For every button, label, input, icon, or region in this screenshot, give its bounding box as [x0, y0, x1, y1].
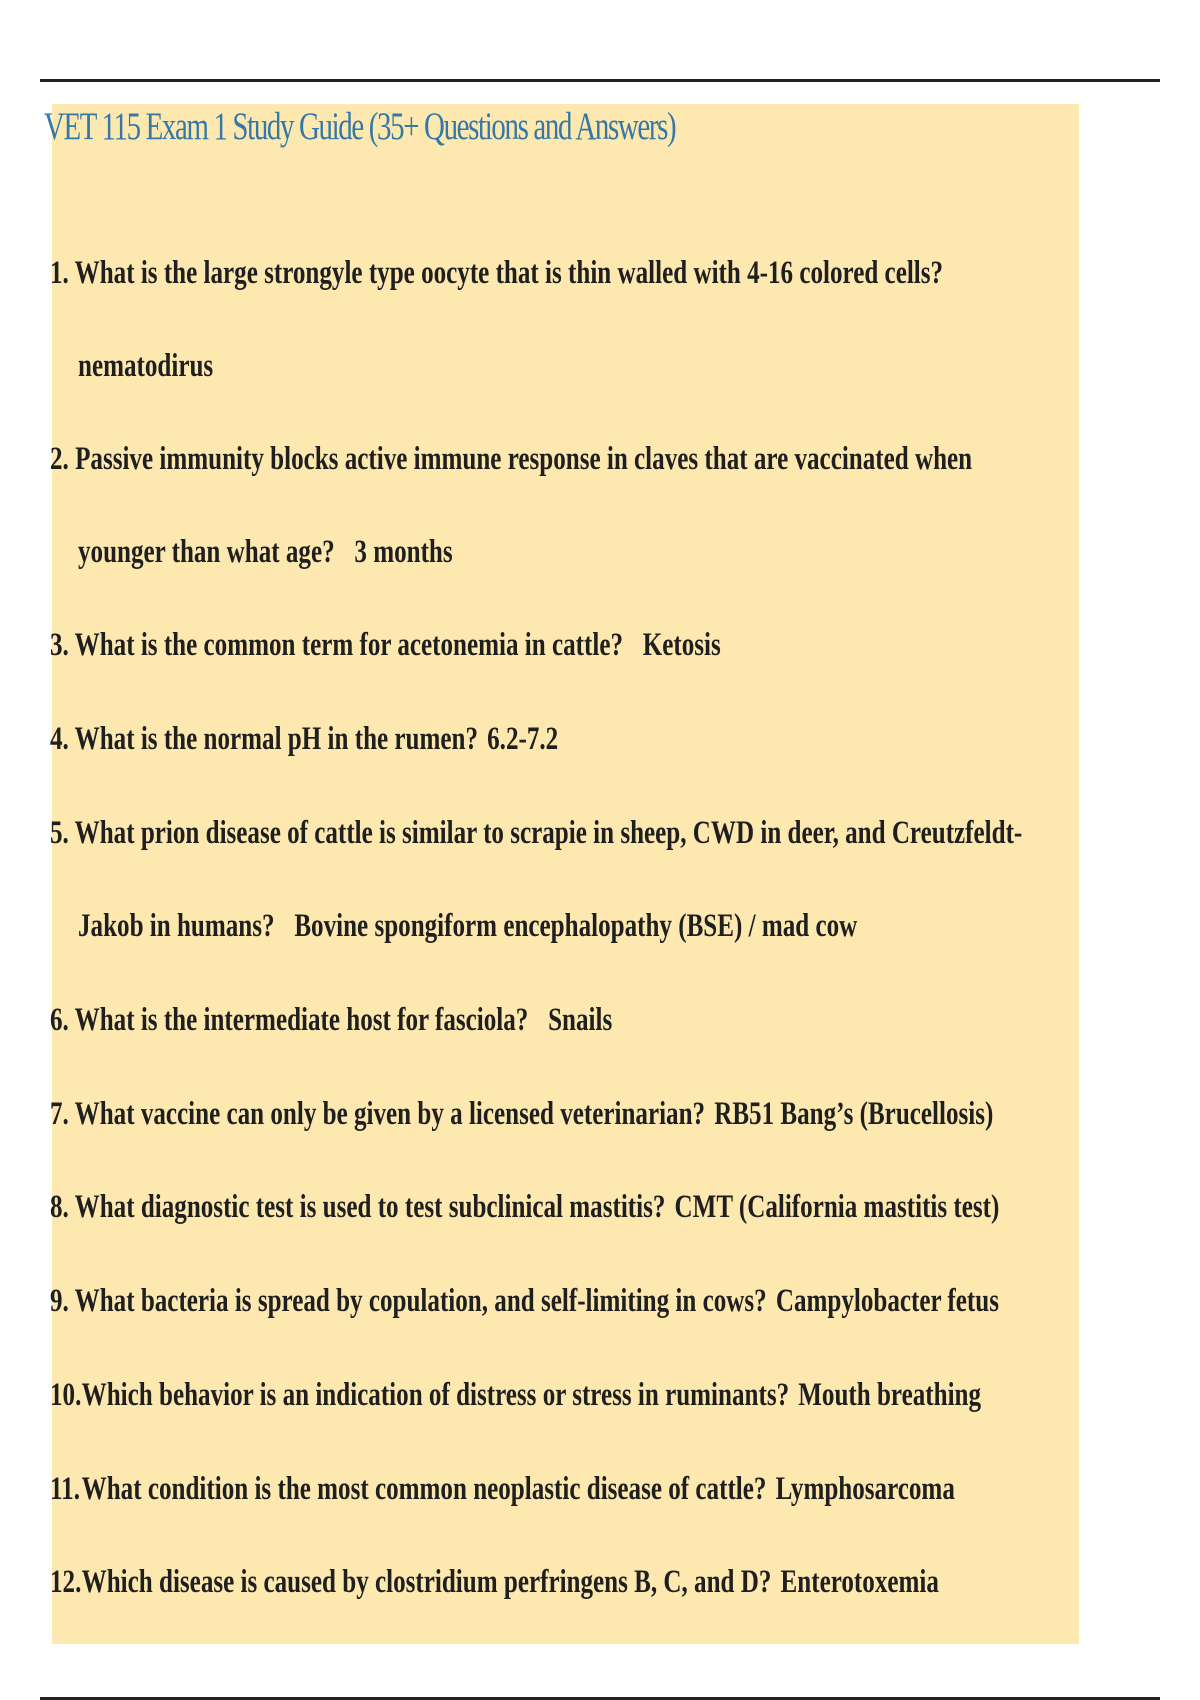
question-4 — [50, 721, 558, 758]
question-number: 2. — [50, 441, 69, 477]
answer-text: 6.2-7.2 — [487, 721, 559, 757]
answer-text: nematodirus — [78, 348, 214, 384]
question-number: 1. — [50, 255, 69, 291]
question-text-continued: Jakob in humans? — [78, 908, 275, 944]
question-7 — [50, 1096, 993, 1133]
answer-text: 3 months — [354, 534, 453, 570]
question-text: What is the normal pH in the rumen? — [74, 721, 479, 757]
question-text: What condition is the most common neoplastic disease of cattle? — [81, 1471, 767, 1507]
answer-text: Ketosis — [642, 627, 721, 663]
answer-text: Lymphosarcoma — [775, 1471, 955, 1507]
question-number: 9. — [50, 1283, 69, 1319]
question-text: What diagnostic test is used to test subclinical mastitis? — [74, 1189, 666, 1225]
page-title: VET 115 Exam 1 Study Guide (35+ Questions and Answers) — [44, 105, 676, 148]
question-11 — [50, 1471, 955, 1508]
question-text: What is the common term for acetonemia in cattle? — [74, 627, 624, 663]
question-text: What is the intermediate host for fasciola? — [74, 1002, 529, 1038]
question-number: 7. — [50, 1096, 69, 1132]
answer-text: RB51 Bang’s (Brucellosis) — [714, 1096, 994, 1132]
question-9 — [50, 1283, 999, 1320]
answer-text: CMT (California mastitis test) — [674, 1189, 1000, 1225]
top-rule — [40, 79, 1160, 82]
question-1 — [50, 255, 943, 292]
question-number: 3. — [50, 627, 69, 663]
question-text: What vaccine can only be given by a licensed veterinarian? — [74, 1096, 706, 1132]
answer-1 — [78, 348, 213, 385]
question-number: 5. — [50, 815, 69, 851]
question-number: 11. — [50, 1471, 80, 1507]
question-10 — [50, 1377, 981, 1414]
question-2-continued — [78, 534, 453, 571]
answer-text: Mouth breathing — [798, 1377, 982, 1413]
answer-text: Bovine spongiform encephalopathy (BSE) / mad cow — [294, 908, 858, 944]
question-2 — [50, 441, 972, 478]
question-5 — [50, 815, 1022, 852]
question-number: 12. — [50, 1564, 82, 1600]
question-text: Which disease is caused by clostridium perfringens B, C, and D? — [81, 1564, 772, 1600]
answer-text: Campylobacter fetus — [775, 1283, 999, 1319]
question-text: Which behavior is an indication of distress or stress in ruminants? — [81, 1377, 790, 1413]
question-text: What prion disease of cattle is similar to scrapie in sheep, CWD in deer, and Creutzfeldt- — [74, 815, 1023, 851]
question-5-continued — [78, 908, 857, 945]
question-number: 8. — [50, 1189, 69, 1225]
question-text: What bacteria is spread by copulation, and self-limiting in cows? — [74, 1283, 767, 1319]
question-12 — [50, 1564, 939, 1601]
question-8 — [50, 1189, 999, 1226]
answer-text: Enterotoxemia — [780, 1564, 939, 1600]
question-3 — [50, 627, 721, 664]
question-number: 10. — [50, 1377, 82, 1413]
question-text: What is the large strongyle type oocyte that is thin walled with 4-16 colored cells? — [74, 255, 944, 291]
question-text: Passive immunity blocks active immune response in claves that are vaccinated when — [75, 441, 973, 477]
question-number: 6. — [50, 1002, 69, 1038]
question-text-continued: younger than what age? — [78, 534, 335, 570]
question-6 — [50, 1002, 612, 1039]
answer-text: Snails — [548, 1002, 613, 1038]
question-number: 4. — [50, 721, 69, 757]
